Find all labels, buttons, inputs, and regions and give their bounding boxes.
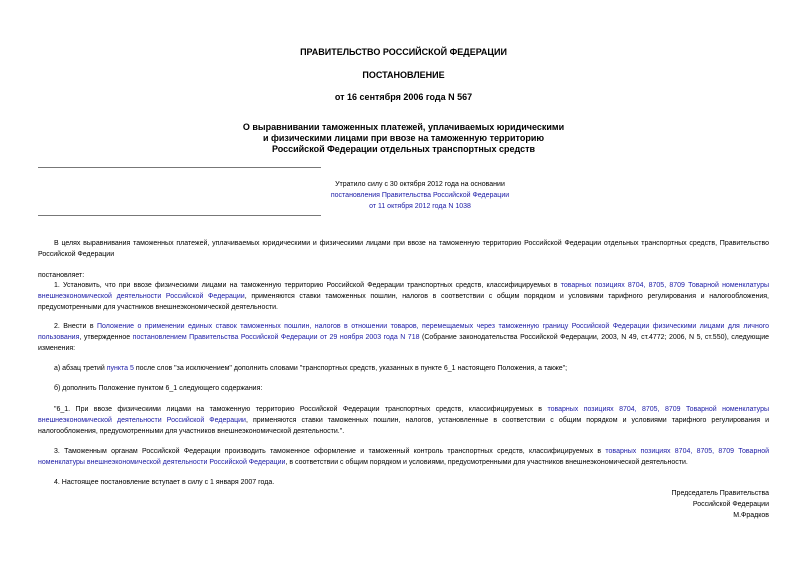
paragraph-3-text-b: , в соответствии с общим порядком и условиями, предусмотренными для участников внешнеэкономической деятельности. (285, 459, 688, 466)
paragraph-3-link[interactable]: товарных позициях 8704, 8705, 8709 Товарной номенклатуры внешнеэкономической деятельности Российской Федерации (38, 448, 770, 466)
resolves-paragraph: постановляет: (38, 272, 85, 279)
quoted-paragraph-link[interactable]: товарных позициях 8704, 8705, 8709 Товарной номенклатуры внешнеэкономической деятельности Российской Федерации (38, 406, 770, 424)
paragraph-1-link[interactable]: товарных позициях 8704, 8705, 8709 Товарной номенклатуры внешнеэкономической деятельности Российской Федерации (38, 282, 769, 300)
paragraph-b: б) дополнить Положение пунктом 6_1 следующего содержания: (54, 385, 263, 392)
quoted-paragraph-text-a: "6_1. При ввозе физическими лицами на таможенную территорию Российской Федерации транспортных средств, классифицируемых в (54, 406, 548, 413)
signature-organization: Российской Федерации (692, 501, 769, 508)
document-title (0, 122, 807, 155)
paragraph-1-text-b: , применяются ставки таможенных пошлин, налогов в соответствии с общим порядком и условиями тарифного регулирования и налогообложения, предусмотренными для участников внешнеэкономической деятельности. (38, 293, 769, 311)
paragraph-2-link-2[interactable]: постановлением Правительства Российской Федерации от 29 ноября 2003 года N 718 (132, 334, 420, 341)
paragraph-1 (38, 280, 769, 313)
paragraph-2-text-b: , утвержденное (79, 334, 133, 341)
paragraph-a (38, 363, 769, 374)
paragraph-1-text-a: 1. Установить, что при ввозе физическими лицами на таможенную территорию Российской Федерации транспортных средств, классифицируемых в (54, 282, 561, 289)
status-note (300, 179, 540, 212)
status-note-link[interactable]: постановления Правительства Российской Федерации (330, 192, 510, 199)
paragraph-2-text-a: 2. Внести в (54, 323, 98, 330)
paragraph-4: 4. Настоящее постановление вступает в силу с 1 января 2007 года. (54, 479, 275, 486)
title-line-1: О выравнивании таможенных платежей, уплачиваемых юридическими (242, 122, 565, 132)
intro-paragraph: В целях выравнивания таможенных платежей, уплачиваемых юридическими и физическими лицами при ввозе на таможенную территорию Российской Федерации отдельных транспортных средств, Правительство Российской Федерации (38, 240, 769, 258)
paragraph-2-text-c: (Собрание законодательства Российской Федерации, 2003, N 49, ст.4772; 2006, N 5, ст.550), следующие изменения: (38, 334, 769, 352)
government-heading: ПРАВИТЕЛЬСТВО РОССИЙСКОЙ ФЕДЕРАЦИИ (300, 47, 507, 57)
divider-bottom (38, 215, 321, 216)
divider-top (38, 167, 321, 168)
paragraph-3 (38, 446, 769, 468)
status-note-text: Утратило силу с 30 октября 2012 года на основании (335, 181, 505, 188)
document-date-number: от 16 сентября 2006 года N 567 (334, 92, 473, 102)
document-type: ПОСТАНОВЛЕНИЕ (362, 70, 445, 80)
paragraph-a-text-b: после слов "за исключением" дополнить словами "транспортных средств, указанных в пункте 6_1 настоящего Положения, а также"; (133, 365, 568, 372)
signature-title: Председатель Правительства (671, 490, 769, 497)
title-line-2: и физическими лицами при ввозе на таможенную территорию (262, 133, 545, 143)
signature-name: М.Фрадков (733, 512, 769, 519)
paragraph-2 (38, 321, 769, 354)
title-line-3: Российской Федерации отдельных транспортных средств (271, 144, 536, 154)
paragraph-3-text-a: 3. Таможенным органам Российской Федерации производить таможенное оформление и таможенный контроль транспортных средств, классифицируемых в (54, 448, 606, 455)
signature-block (569, 488, 769, 521)
paragraph-2-link-1[interactable]: Положение о применении единых ставок таможенных пошлин, налогов в отношении товаров, перемещаемых через таможенную границу Российской Федерации физическими лицами для личного пользования (38, 323, 770, 341)
quoted-paragraph-text-b: , применяются ставки таможенных пошлин, налогов, установленные в соответствии с общим порядком и условиями тарифного регулирования и налогообложения, предусмотренными для участников внешнеэкономической деятельности.". (38, 417, 769, 435)
status-note-link-date[interactable]: от 11 октября 2012 года N 1038 (369, 203, 471, 210)
paragraph-a-link[interactable]: пункта 5 (106, 365, 134, 372)
paragraph-a-text-a: а) абзац третий (54, 365, 107, 372)
quoted-paragraph (38, 404, 769, 437)
